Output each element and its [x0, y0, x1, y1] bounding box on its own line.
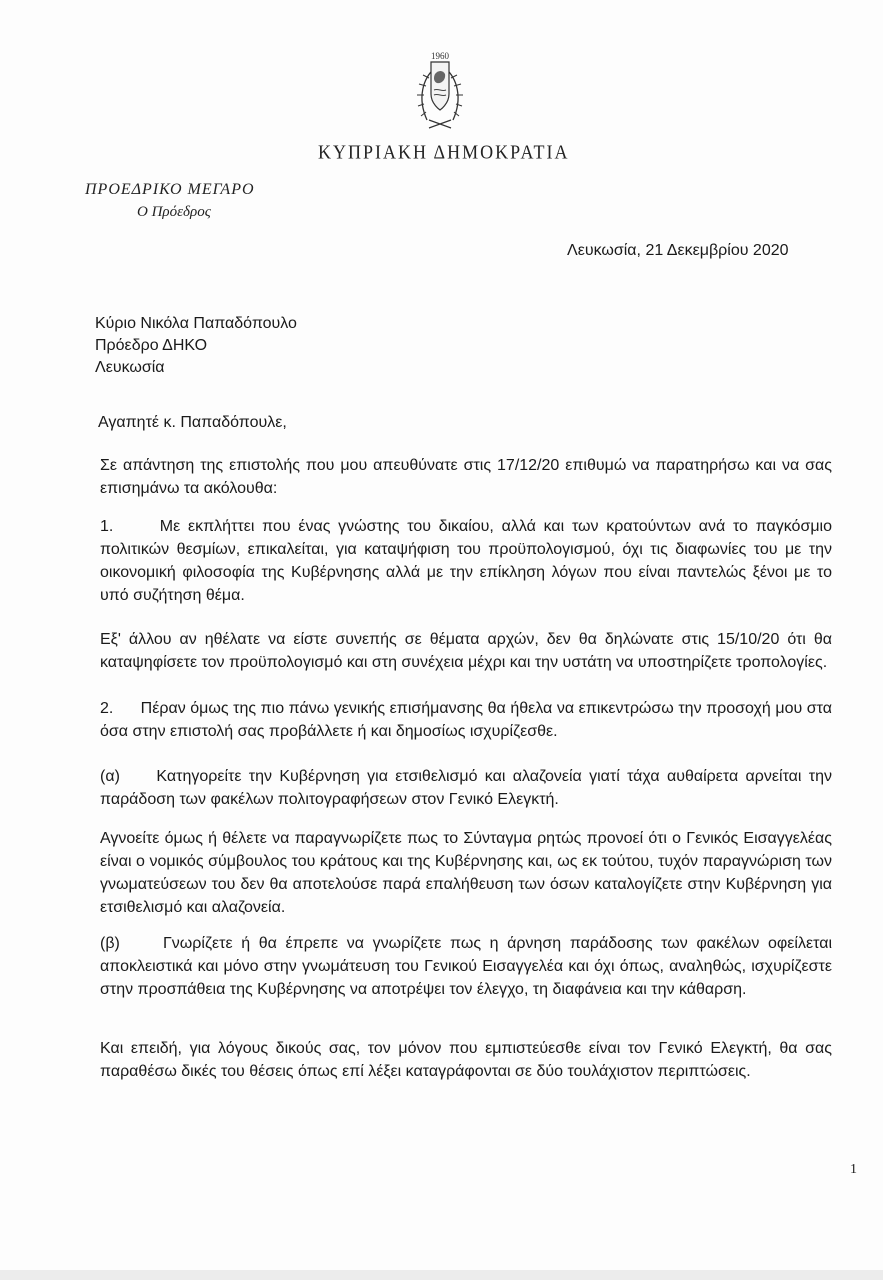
svg-text:1960: 1960: [431, 51, 449, 61]
recipient-position: Πρόεδρο ΔΗΚΟ: [95, 337, 208, 354]
scan-bottom-edge: [0, 1270, 883, 1280]
body-paragraph: 2. Πέραν όμως της πιο πάνω γενικής επισήμανσης θα ήθελα να επικεντρώσω την προσοχή μου στα όσα στην επιστολή σας προβάλλετε ή και δημοσίως ισχυρίζεσθε.: [100, 700, 832, 740]
body-paragraph: Σε απάντηση της επιστολής που μου απευθύνατε στις 17/12/20 επιθυμώ να παρατηρήσω και να σας επισημάνω τα ακόλουθα:: [100, 457, 832, 497]
date-line: Λευκωσία, 21 Δεκεμβρίου 2020: [567, 242, 789, 259]
president-label: Ο Πρόεδρος: [137, 204, 211, 220]
recipient-block: [95, 313, 297, 379]
page-number: 1: [850, 1162, 857, 1177]
body-paragraph: (α) Κατηγορείτε την Κυβέρνηση για ετσιθελισμό και αλαζονεία γιατί τάχα αυθαίρετα αρνείται την παράδοση των φακέλων πολιτογραφήσεων στον Γενικό Ελεγκτή.: [100, 768, 832, 808]
body-paragraph: Και επειδή, για λόγους δικούς σας, τον μόνον που εμπιστεύεσθε είναι τον Γενικό Ελεγκτή, θα σας παραθέσω δικές του θέσεις όπως επί λέξει καταγράφονται σε δύο τουλάχιστον περιπτώσεις.: [100, 1040, 832, 1080]
republic-heading: ΚΥΠΡΙΑΚΗ ΔΗΜΟΚΡΑΤΙΑ: [318, 140, 570, 163]
body-paragraph: 1. Με εκπλήττει που ένας γνώστης του δικαίου, αλλά και των κρατούντων ανά το παγκόσμιο πολιτικών θεσμίων, επικαλείται, για καταψήφιση του προϋπολογισμού, όχι τις διαφωνίες του με την οικονομική φιλοσοφία της Κυβέρνησης αλλά με την επίκληση λόγων που είναι παντελώς ξένοι με το υπό συζήτηση θέμα.: [100, 518, 832, 604]
recipient-name: Κύριο Νικόλα Παπαδόπουλο: [95, 315, 297, 332]
salutation: Αγαπητέ κ. Παπαδόπουλε,: [98, 414, 287, 431]
body-paragraph: Εξ' άλλου αν ηθέλατε να είστε συνεπής σε θέματα αρχών, δεν θα δηλώνατε στις 15/10/20 ότι θα καταψηφίσετε τον προϋπολογισμό και στη συνέχεια μέχρι και την υστάτη να υποστηρίζετε τροπολογίες.: [100, 631, 832, 671]
body-paragraph: (β) Γνωρίζετε ή θα έπρεπε να γνωρίζετε πως η άρνηση παράδοσης των φακέλων οφείλεται αποκλειστικά και μόνο στην γνωμάτευση του Γενικού Εισαγγελέα και όχι όπως, αναληθώς, ισχυρίζεστε στην προσπάθεια της Κυβέρνησης να αποτρέψει τον έλεγχο, τη διαφάνεια και την κάθαρση.: [100, 935, 832, 998]
coat-of-arms-emblem: [405, 48, 475, 138]
body-paragraph: Αγνοείτε όμως ή θέλετε να παραγνωρίζετε πως το Σύνταγμα ρητώς προνοεί ότι ο Γενικός Εισαγγελέας είναι ο νομικός σύμβουλος του κράτους και της Κυβέρνησης και, ως εκ τούτου, τυχόν παραγνώριση των γνωματεύσεων του δεν θα αποτελούσε παρά επαλήθευση των όσων καταλογίζετε στην Κυβέρνηση για ετσιθελισμό και αλαζονεία.: [100, 830, 832, 916]
presidential-palace-label: ΠΡΟΕΔΡΙΚΟ ΜΕΓΑΡΟ: [85, 181, 255, 198]
recipient-city: Λευκωσία: [95, 359, 165, 376]
